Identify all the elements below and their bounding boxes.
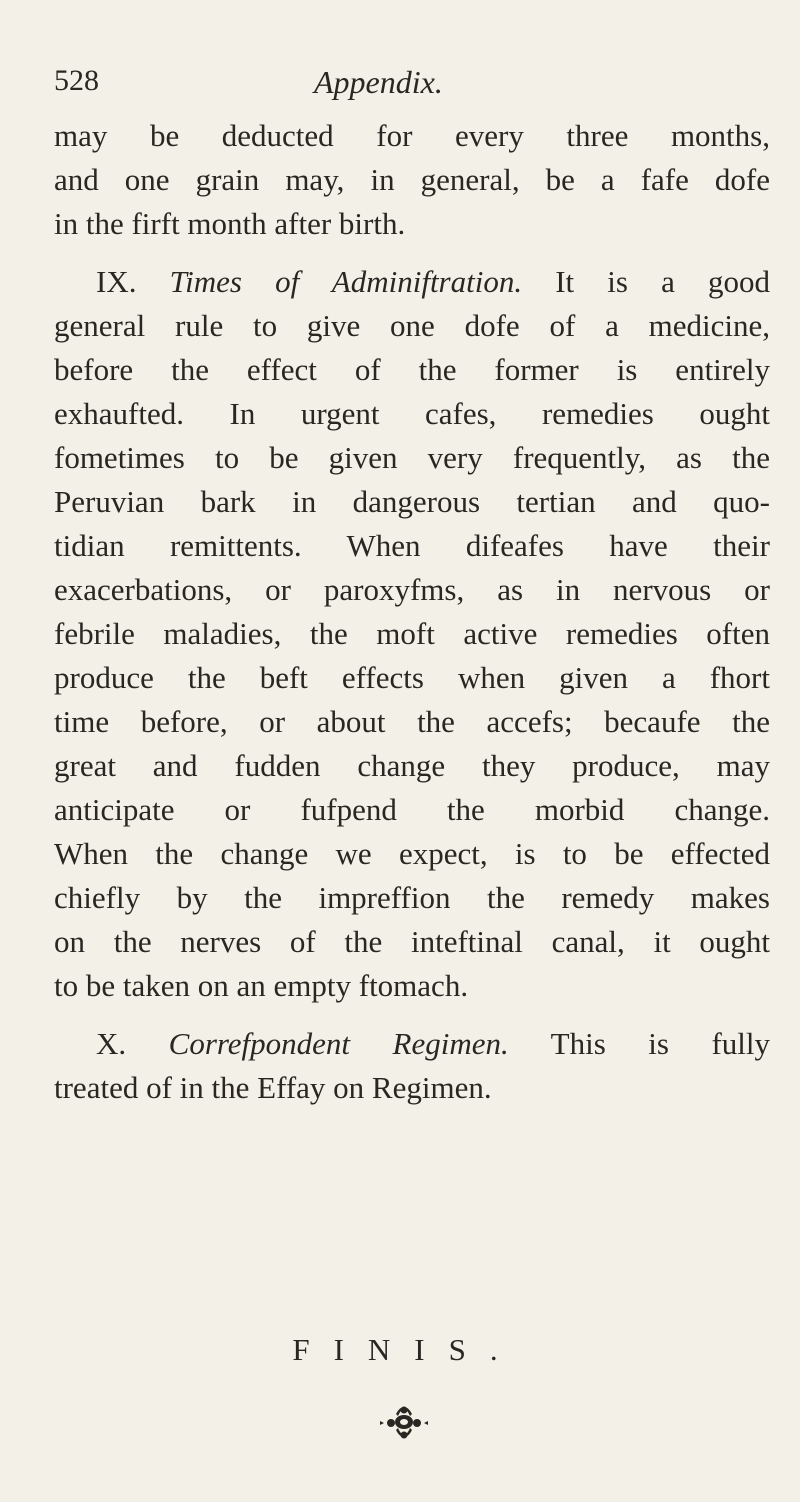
section-title: Correfpondent Regimen. [168, 1026, 509, 1061]
section-heading-line [54, 1022, 770, 1066]
text-line: exhaufted. In urgent cafes, remedies ought [54, 396, 770, 431]
text-line: general rule to give one dofe of a medicine, [54, 308, 770, 343]
running-head: Appendix. [314, 64, 443, 100]
text-line: febrile maladies, the moft active remedies often [54, 616, 770, 651]
text-line: produce the beft effects when given a fhort [54, 660, 770, 695]
section-text: This is fully [550, 1026, 770, 1061]
section-text: It is a good [555, 264, 771, 299]
text-line: anticipate or fufpend the morbid change. [54, 792, 770, 827]
section-heading-line [54, 260, 770, 304]
section-number: IX. [96, 264, 137, 299]
text-line: time before, or about the accefs; becaufe the [54, 704, 770, 739]
page-header [54, 64, 754, 108]
section-number: X. [96, 1026, 127, 1061]
text-line: fometimes to be given very frequently, as the [54, 440, 770, 475]
text-line: to be taken on an empty ftomach. [54, 968, 469, 1003]
text-line: tidian remittents. When difeafes have their [54, 528, 770, 563]
printer-ornament-icon [380, 1402, 428, 1442]
finis-text: FINIS. [292, 1332, 522, 1367]
text-line: and one grain may, in general, be a fafe dofe [54, 162, 770, 197]
text-line: When the change we expect, is to be effected [54, 836, 770, 871]
text-line: Peruvian bark in dangerous tertian and quo- [54, 484, 770, 519]
section-title: Times of Adminiftration. [169, 264, 523, 299]
text-line: chiefly by the impreffion the remedy makes [54, 880, 770, 915]
text-line: great and fudden change they produce, may [54, 748, 770, 783]
text-line: before the effect of the former is entirely [54, 352, 770, 387]
text-line: treated of in the Effay on Regimen. [54, 1070, 492, 1105]
text-line: in the firft month after birth. [54, 206, 406, 241]
text-line: on the nerves of the inteftinal canal, it ought [54, 924, 770, 959]
page-number: 528 [54, 64, 99, 97]
text-line: exacerbations, or paroxyfms, as in nervous or [54, 572, 770, 607]
text-line: may be deducted for every three months, [54, 118, 770, 153]
body-text [54, 114, 770, 1110]
